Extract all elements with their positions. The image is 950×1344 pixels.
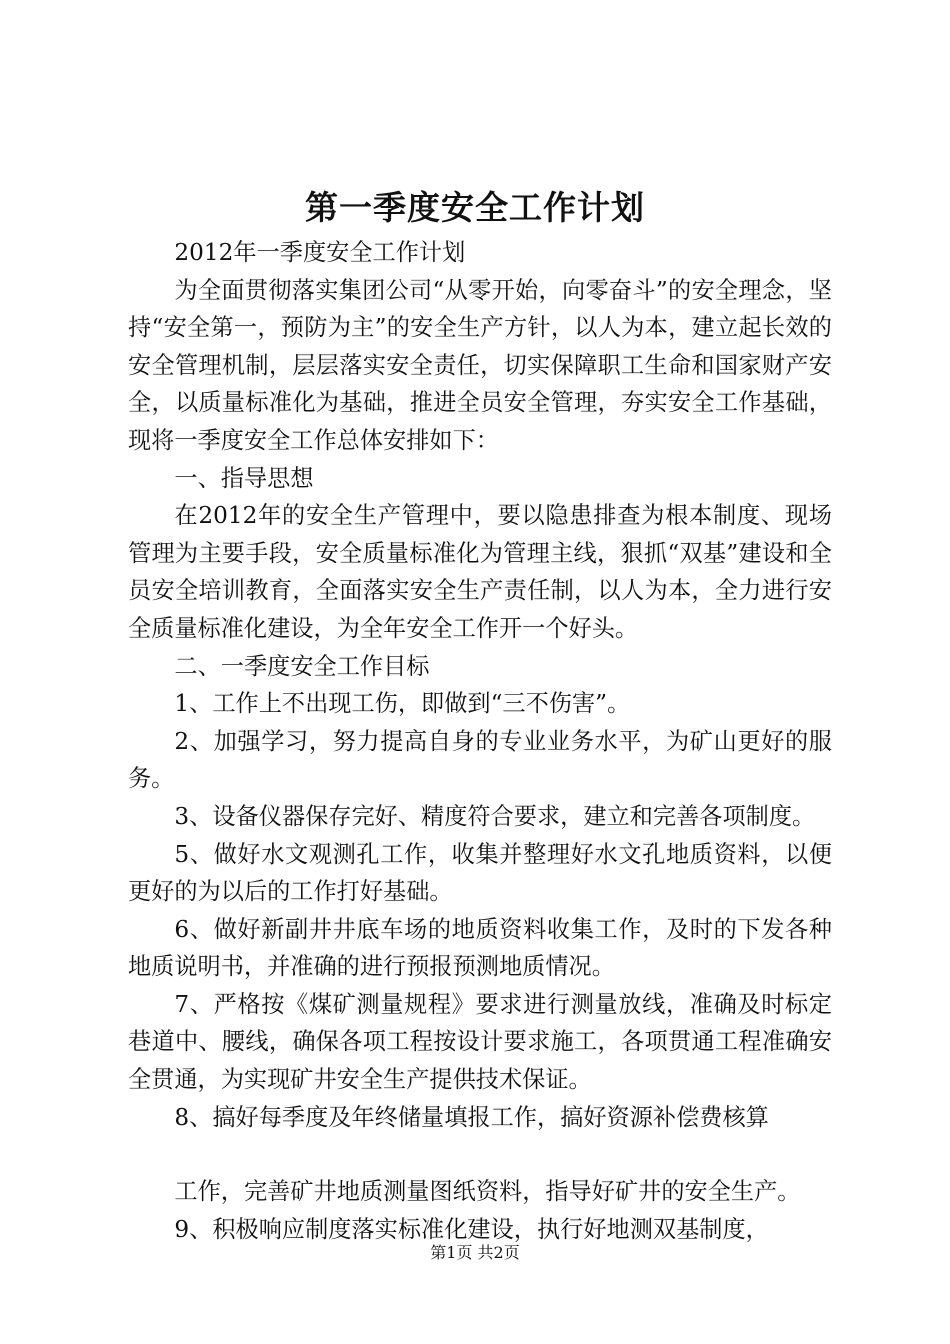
document-title: 第一季度安全工作计划 — [305, 188, 645, 227]
page-footer: 第1页 共2页 — [430, 1243, 520, 1262]
document-body — [128, 234, 832, 1248]
goal-item-5: 5、做好水文观测孔工作，收集并整理好水文孔地质资料，以便更好的为以后的工作打好基础。 — [128, 840, 832, 906]
goal-item-3: 3、设备仪器保存完好、精度符合要求，建立和完善各项制度。 — [174, 802, 816, 830]
section-heading-goals: 二、一季度安全工作目标 — [174, 652, 430, 680]
goal-item-9: 9、积极响应制度落实标准化建设，执行好地测双基制度， — [174, 1215, 769, 1243]
goal-item-8-continued: 工作，完善矿井地质测量图纸资料，指导好矿井的安全生产。 — [174, 1178, 801, 1206]
goal-item-7: 7、严格按《煤矿测量规程》要求进行测量放线，准确及时标定巷道中、腰线，确保各项工程按设计要求施工，各项贯通工程准确安全贯通，为实现矿井安全生产提供技术保证。 — [128, 990, 832, 1094]
goal-item-2: 2、加强学习，努力提高自身的专业业务水平，为矿山更好的服务。 — [128, 727, 832, 793]
goal-item-8: 8、搞好每季度及年终储量填报工作，搞好资源补偿费核算 — [174, 1103, 769, 1131]
paragraph-intro: 为全面贯彻落实集团公司“从零开始，向零奋斗”的安全理念，坚持“安全第一，预防为主”的安全生产方针，以人为本，建立起长效的安全管理机制，层层落实安全责任，切实保障职工生命和国家财产安全，以质量标准化为基础，推进全员安全管理，夯实安全工作基础，现将一季度安全工作总体安排如下： — [128, 276, 832, 454]
goal-item-6: 6、做好新副井井底车场的地质资料收集工作，及时的下发各种地质说明书，并准确的进行预报预测地质情况。 — [128, 915, 832, 981]
paragraph-guiding-ideology: 在2012年的安全生产管理中，要以隐患排查为根本制度、现场管理为主要手段，安全质量标准化为管理主线，狠抓“双基”建设和全员安全培训教育，全面落实安全生产责任制，以人为本，全力进行安全质量标准化建设，为全年安全工作开一个好头。 — [128, 502, 832, 642]
section-heading-guiding-ideology: 一、指导思想 — [174, 464, 314, 492]
goal-item-1: 1、工作上不出现工伤，即做到“三不伤害”。 — [174, 690, 631, 718]
paragraph-subtitle: 2012年一季度安全工作计划 — [174, 239, 466, 266]
